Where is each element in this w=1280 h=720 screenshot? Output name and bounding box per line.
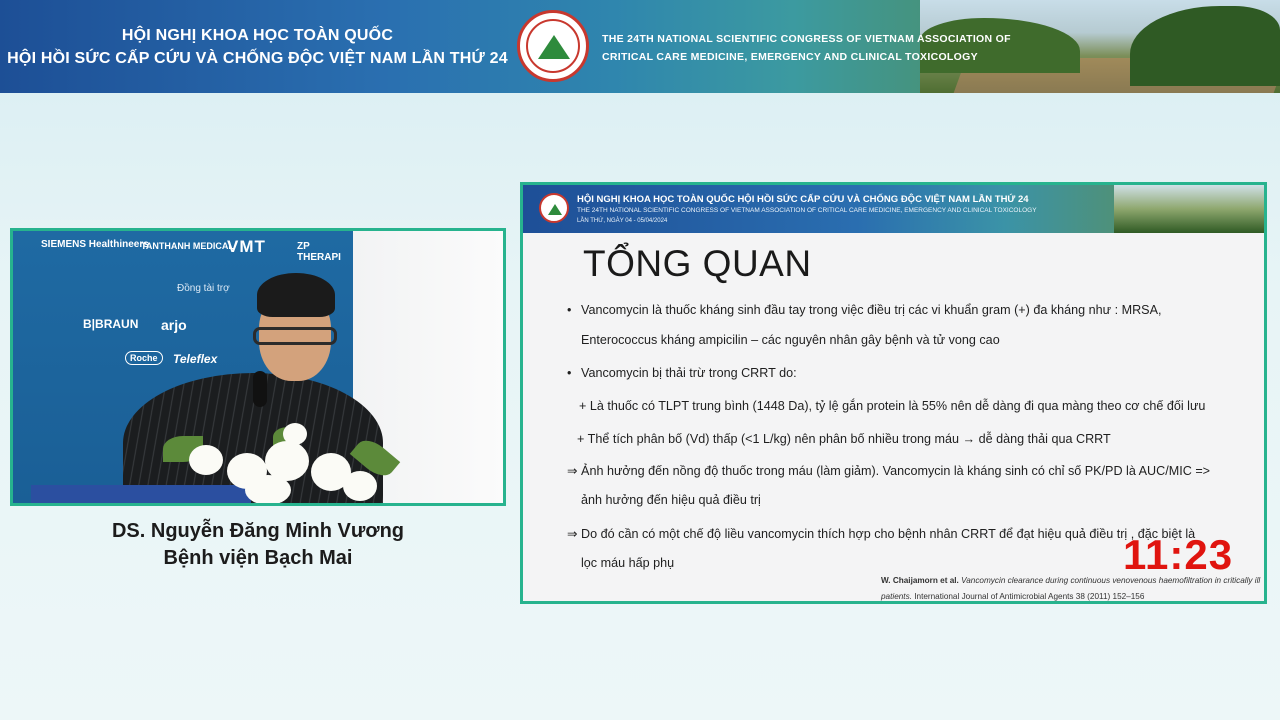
slide-line-text: Vancomycin là thuốc kháng sinh đầu tay trong việc điều trị các vi khuẩn gram (+) đa kháng như : MRSA, <box>581 303 1162 317</box>
slide-line-text: + Là thuốc có TLPT trung bình (1448 Da), tỷ lệ gắn protein là 55% nên dễ dàng đi qua màng theo cơ chế đối lưu <box>579 399 1206 413</box>
speaker-video <box>10 228 506 506</box>
speaker-name: DS. Nguyễn Đăng Minh Vương <box>111 520 405 542</box>
banner-english-title <box>602 30 1011 66</box>
slide-line-6 <box>567 463 1247 479</box>
bullet-icon: • <box>567 303 572 317</box>
sponsor-arjo-logo: arjo <box>161 317 187 333</box>
slide-line-text: Vancomycin bị thải trừ trong CRRT do: <box>581 366 797 380</box>
banner-en-line2: CRITICAL CARE MEDICINE, EMERGENCY AND CLINICAL TOXICOLOGY <box>602 51 978 63</box>
ref-journal: International Journal of Antimicrobial Agents 38 (2011) 152–156 <box>914 592 1145 601</box>
slide-logo-mountain-icon <box>548 204 562 215</box>
sponsor-tanthanh-logo: TANTHANH MEDICAL <box>141 241 234 251</box>
slide-line-5 <box>577 431 1257 447</box>
speaker-glasses <box>253 327 337 345</box>
slide-line-text: + Thể tích phân bố (Vd) thấp (<1 L/kg) nên phân bố nhiều trong máu → dễ dàng thải qua CRRT <box>577 432 1111 446</box>
banner-en-line1: THE 24TH NATIONAL SCIENTIFIC CONGRESS OF VIETNAM ASSOCIATION OF <box>602 33 1011 45</box>
countdown-timer: 11:23 <box>1123 531 1234 578</box>
slide-header-date: LẦN THỨ, NGÀY 04 - 05/04/2024 <box>577 218 668 224</box>
ref-author: W. Chaijamorn et al. <box>881 576 959 585</box>
sponsor-zp-logo: ZP THERAPI <box>297 241 341 263</box>
speaker-hair <box>257 273 335 317</box>
slide-line-4 <box>579 398 1259 414</box>
sponsor-vmt-logo: VMT <box>227 237 266 256</box>
association-logo <box>517 10 589 82</box>
banner-foliage-right <box>1130 6 1280 86</box>
slide-line-text: ảnh hưởng đến hiệu quả điều trị <box>581 493 761 507</box>
flower-decor <box>245 475 291 505</box>
banner-title <box>0 24 515 70</box>
slide-line-text: ⇒ Ảnh hưởng đến nồng độ thuốc trong máu (làm giảm). Vancomycin là kháng sinh có chỉ số PK/PD là AUC/MIC => <box>567 464 1211 478</box>
slide-reference <box>881 573 1261 604</box>
slide-header-en: THE 24TH NATIONAL SCIENTIFIC CONGRESS OF VIETNAM ASSOCIATION OF CRITICAL CARE MEDICINE, EMERGENCY AND CLINICAL TOXICOLOGY <box>577 207 1037 214</box>
slide-line-2 <box>567 332 1261 348</box>
slide-header <box>523 185 1264 233</box>
flower-decor <box>343 471 377 501</box>
slide-line-text: lọc máu hấp phụ <box>581 556 675 570</box>
logo-mountain-icon <box>538 35 570 59</box>
bullet-icon: • <box>567 366 572 380</box>
sponsor-siemens-logo: SIEMENS Healthineers <box>41 239 149 250</box>
banner-title-line2: HỘI HỒI SỨC CẤP CỨU VÀ CHỐNG ĐỘC VIỆT NAM LẦN THỨ 24 <box>7 50 508 67</box>
banner-title-line1: HỘI NGHỊ KHOA HỌC TOÀN QUỐC <box>121 27 394 44</box>
sponsor-bbraun-logo: B|BRAUN <box>83 317 139 331</box>
ref-title: Vancomycin clearance during continuous venovenous haemofiltration in critically ill patients. <box>881 576 1261 601</box>
slide-header-photo <box>1114 185 1264 233</box>
co-sponsor-label: Đồng tài trợ <box>177 283 230 294</box>
sponsor-teleflex-logo: Teleflex <box>173 352 218 366</box>
slide-line-text: Enterococcus kháng ampicilin – các nguyên nhân gây bệnh và tử vong cao <box>581 333 1000 347</box>
presentation-slide <box>520 182 1267 604</box>
slide-line-3 <box>567 365 1247 381</box>
flower-decor <box>189 445 223 475</box>
slide-line-7 <box>581 492 1261 508</box>
slide-title: TỔNG QUAN <box>583 243 812 284</box>
slide-line-text: ⇒ Do đó cần có một chế độ liều vancomycin thích hợp cho bệnh nhân CRRT để đạt hiệu quả điều trị , đặc biệt là <box>567 527 1196 541</box>
microphone-icon <box>253 371 267 407</box>
speaker-organization: Bệnh viện Bạch Mai <box>163 547 353 569</box>
slide-header-vn: HỘI NGHỊ KHOA HỌC TOÀN QUỐC HỘI HỒI SỨC CẤP CỨU VÀ CHỐNG ĐỘC VIỆT NAM LẦN THỨ 24 <box>577 194 1029 205</box>
sponsor-roche-logo: Roche <box>125 351 163 365</box>
podium <box>31 485 251 503</box>
congress-banner <box>0 0 1280 93</box>
flower-decor <box>283 423 307 445</box>
slide-line-1 <box>567 302 1247 318</box>
slide-logo <box>539 193 569 223</box>
